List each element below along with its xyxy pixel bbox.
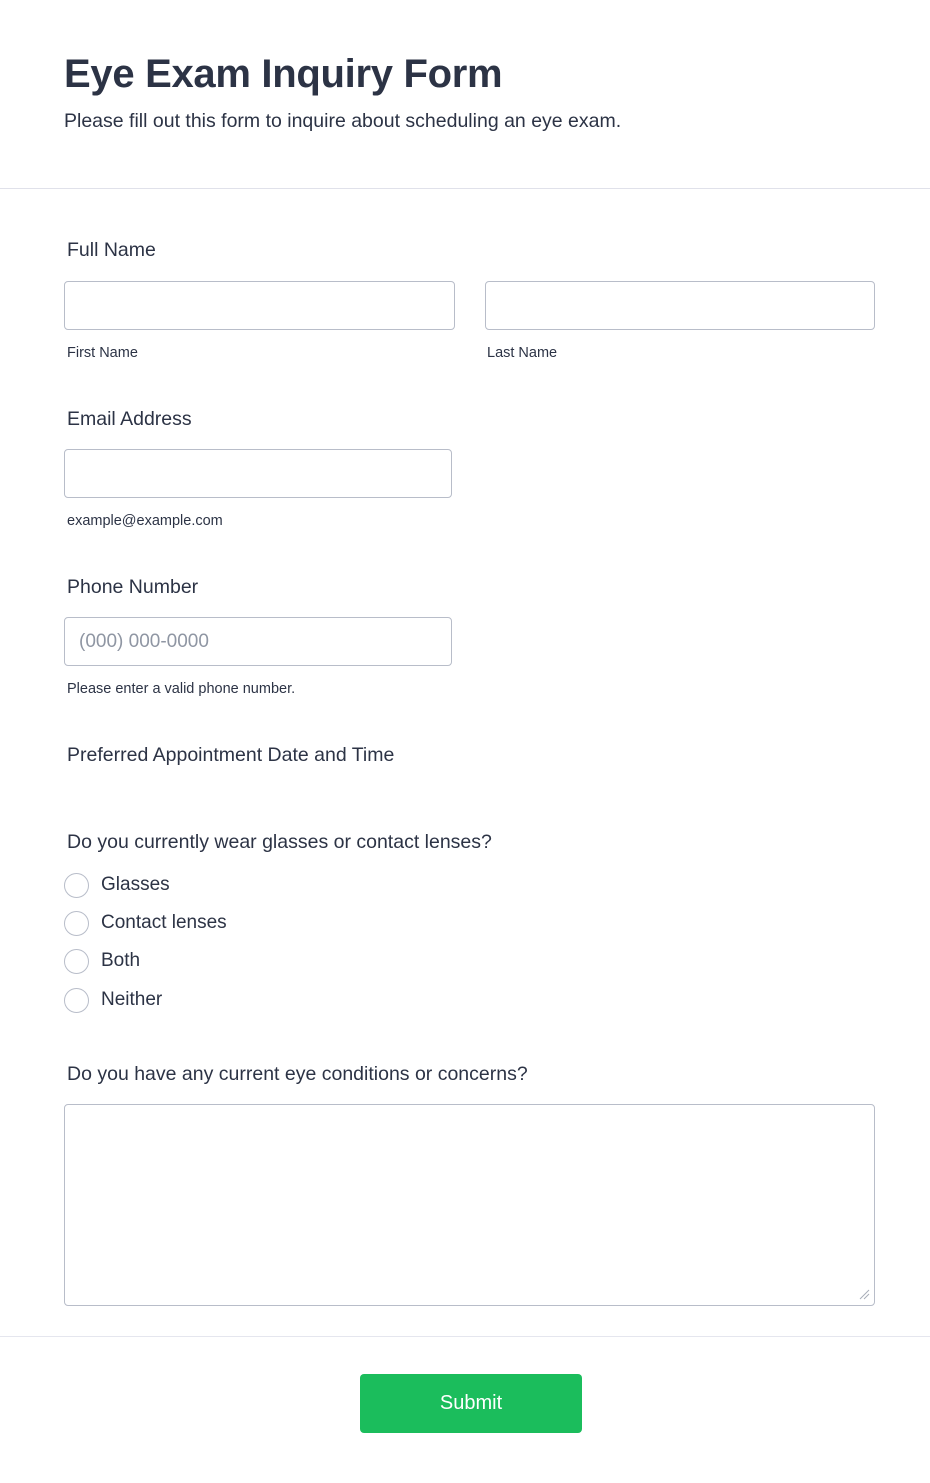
radio-label: Contact lenses bbox=[101, 912, 227, 933]
first-name-input[interactable] bbox=[64, 281, 455, 330]
last-name-input[interactable] bbox=[485, 281, 875, 330]
last-name-sublabel: Last Name bbox=[487, 345, 558, 361]
eyewear-label: Do you currently wear glasses or contact lenses? bbox=[67, 831, 492, 853]
first-name-sublabel: First Name bbox=[67, 345, 138, 361]
radio-button-icon[interactable] bbox=[64, 949, 89, 974]
radio-button-icon[interactable] bbox=[64, 873, 89, 898]
conditions-label: Do you have any current eye conditions or concerns? bbox=[67, 1063, 528, 1085]
conditions-textarea[interactable] bbox=[64, 1104, 875, 1306]
form-title: Eye Exam Inquiry Form bbox=[64, 52, 503, 96]
email-label: Email Address bbox=[67, 408, 192, 430]
appointment-label: Preferred Appointment Date and Time bbox=[67, 744, 395, 766]
email-sublabel: example@example.com bbox=[67, 513, 223, 529]
radio-option-glasses[interactable] bbox=[64, 872, 170, 898]
radio-option-both[interactable] bbox=[64, 948, 140, 974]
radio-option-neither[interactable] bbox=[64, 987, 162, 1013]
resize-grip-icon[interactable] bbox=[858, 1288, 870, 1300]
form-subtitle: Please fill out this form to inquire about scheduling an eye exam. bbox=[64, 110, 622, 132]
full-name-label: Full Name bbox=[67, 239, 156, 261]
radio-label: Neither bbox=[101, 989, 163, 1010]
phone-label: Phone Number bbox=[67, 576, 199, 598]
phone-input[interactable] bbox=[64, 617, 452, 666]
email-input[interactable] bbox=[64, 449, 452, 498]
footer-divider bbox=[0, 1336, 930, 1337]
radio-button-icon[interactable] bbox=[64, 988, 89, 1013]
radio-label: Glasses bbox=[101, 874, 170, 895]
radio-button-icon[interactable] bbox=[64, 911, 89, 936]
form-header bbox=[0, 0, 930, 189]
radio-label: Both bbox=[101, 950, 141, 971]
phone-sublabel: Please enter a valid phone number. bbox=[67, 681, 296, 697]
submit-button[interactable]: Submit bbox=[360, 1374, 582, 1433]
radio-option-contact-lenses[interactable] bbox=[64, 910, 227, 936]
